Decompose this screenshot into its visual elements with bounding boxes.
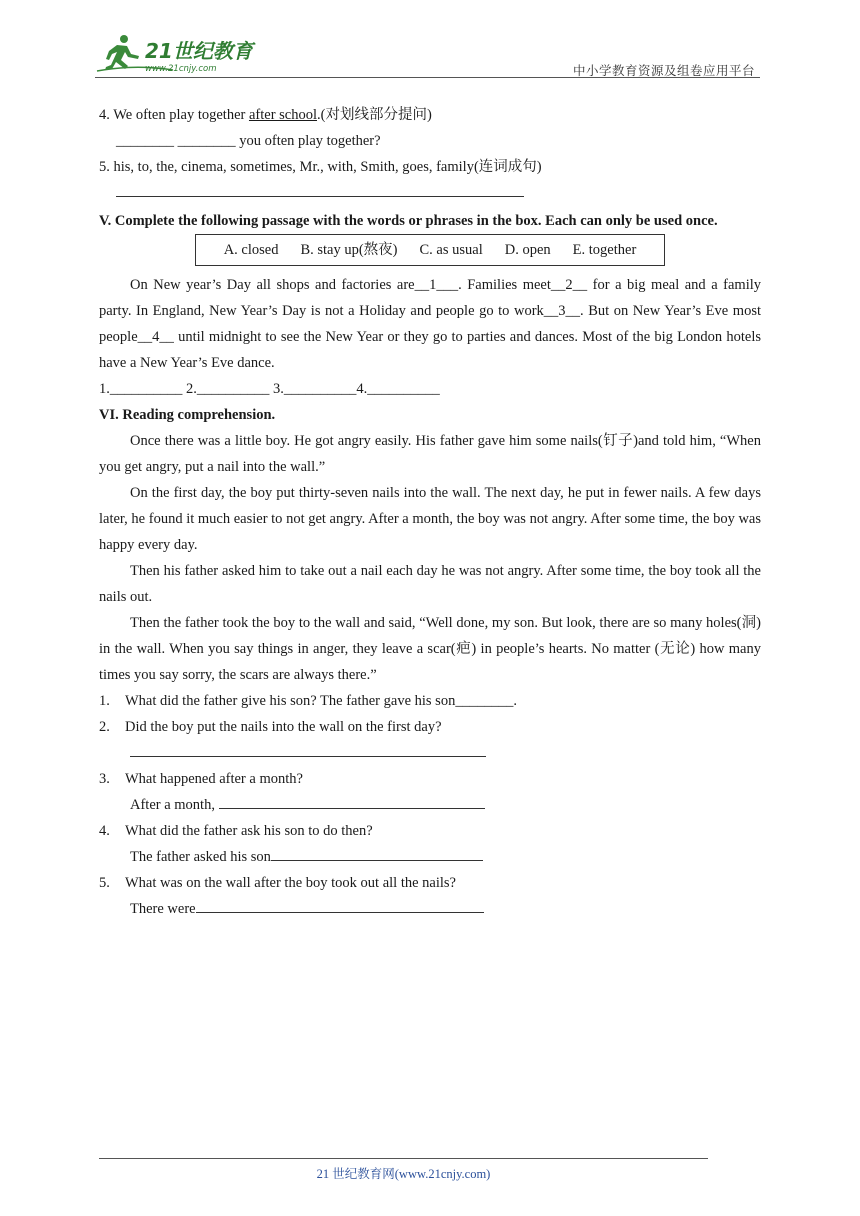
question-5: 5. his, to, the, cinema, sometimes, Mr., with, Smith, goes, family(连词成句) [99,159,542,175]
worksheet-content [99,102,761,922]
answer-line [99,896,761,922]
question-number: 3. [99,771,110,787]
question-4-answer-line: ________ ________ you often play together? [116,133,381,149]
question-4-underlined: after school [248,107,318,123]
question-number: 2. [99,719,110,735]
question-number: 1. [99,693,110,709]
section-5-passage: On New year’s Day all shops and factories are__1___. Families meet__2__ for a big meal and a family party. In England, New Year’s Day is not a Holiday and people go to work__3__. But on New Year’s Eve most people__4__ until midnight to see the New Year or they go to parties and dances. Most of the big London hotels have a New Year’s Eve dance. [99,277,761,371]
question-number: 4. [99,823,110,839]
svg-text:www.21cnjy.com: www.21cnjy.com [145,64,217,74]
header-divider [95,77,760,78]
question-number: 5. [99,875,110,891]
section-5-title: V. Complete the following passage with the words or phrases in the box. Each can only be used once. [99,213,718,229]
question-4 [99,102,761,128]
answer-prefix: After a month, [130,797,219,813]
footer-divider [99,1158,708,1159]
section-5-answers: 1.__________ 2.__________ 3.__________4.__________ [99,381,440,397]
answer-prefix: The father asked his son [130,849,271,865]
question-text: What was on the wall after the boy took out all the nails? [125,875,456,891]
answer-line [99,740,761,766]
page-header [95,30,760,78]
reading-paragraph: On the first day, the boy put thirty-seven nails into the wall. The next day, he put in fewer nails. A few days later, he found it much easier to not get angry. After a month, the boy was not angry. After some time, the boy was happy every day. [99,485,761,553]
question-5-answer-line [99,180,761,206]
word-option: E. together [572,242,637,258]
question-text: What happened after a month? [125,771,303,787]
section-6-title: VI. Reading comprehension. [99,407,276,423]
svg-text:21世纪教育: 21世纪教育 [145,39,253,63]
reading-question-3 [99,766,761,792]
word-option: C. as usual [419,242,483,258]
word-option: A. closed [223,242,279,258]
answer-prefix: There were [130,901,196,917]
site-logo [95,34,265,74]
question-4-prefix: 4. We often play together [99,107,249,123]
reading-question-2 [99,714,761,740]
question-text: What did the father give his son? The father gave his son________. [125,693,517,709]
reading-paragraph: Then his father asked him to take out a nail each day he was not angry. After some time, the boy took all the nails out. [99,563,761,605]
word-option: D. open [504,242,551,258]
question-4-suffix: .(对划线部分提问) [317,107,432,123]
header-platform-name: 中小学教育资源及组卷应用平台 [572,64,755,78]
word-option: B. stay up(熬夜) [300,242,398,258]
answer-line [99,792,761,818]
reading-question-4 [99,818,761,844]
reading-question-5 [99,870,761,896]
reading-paragraph: Then the father took the boy to the wall and said, “Well done, my son. But look, there are so many holes(洞) in the wall. When you say things in anger, they leave a scar(疤) in people’s hearts. No matter (无论) how many times you say sorry, the scars are always there.” [99,615,761,683]
runner-logo-icon [95,34,265,74]
reading-question-1 [99,688,761,714]
page-footer: 21 世纪教育网(www.21cnjy.com) [316,1167,491,1181]
word-box [195,234,665,266]
question-text: What did the father ask his son to do then? [125,823,373,839]
answer-line [99,844,761,870]
question-text: Did the boy put the nails into the wall on the first day? [125,719,442,735]
reading-paragraph: Once there was a little boy. He got angry easily. His father gave him some nails(钉子)and told him, “When you get angry, put a nail into the wall.” [99,433,761,475]
